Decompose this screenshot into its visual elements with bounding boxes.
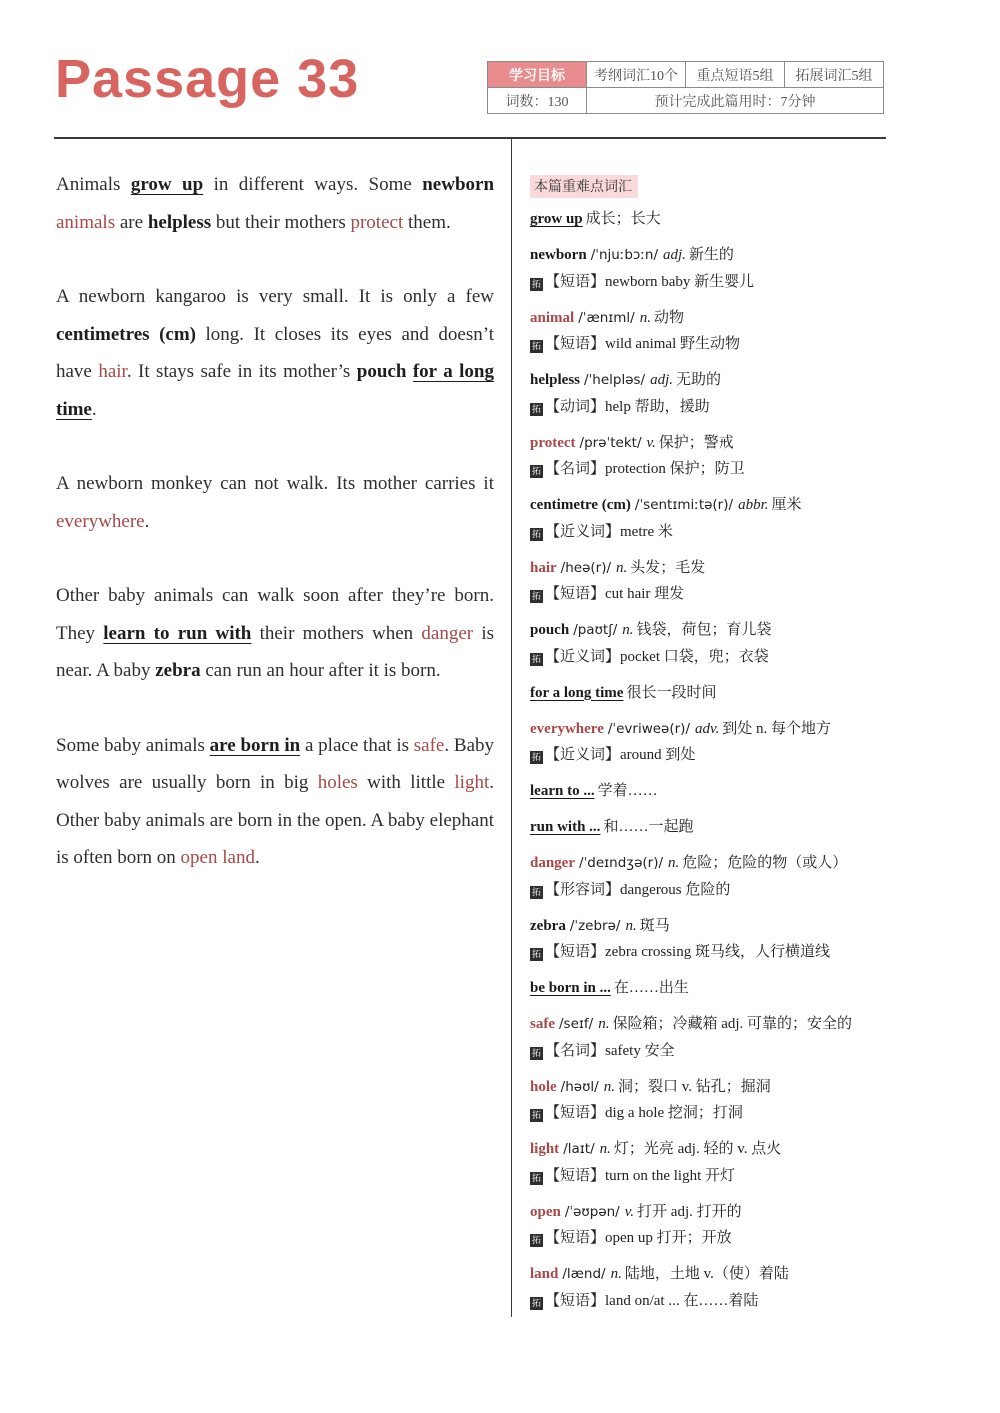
vocab-phonetic: /ˈsentɪmiːtə(r)/ [634, 497, 734, 513]
vocab-headword-line [530, 555, 890, 582]
highlighted-word: everywhere [56, 510, 145, 532]
vocab-entry [530, 913, 890, 966]
vocab-extension-line [530, 581, 890, 608]
vocab-phonetic: /prəˈtekt/ [579, 434, 642, 451]
vocab-meaning: 头发；毛发 [630, 559, 706, 576]
vocab-headword-line [530, 1199, 890, 1226]
vocab-word: be born in ... [530, 980, 611, 996]
vocab-entry [530, 305, 890, 358]
extension-icon: 拓 [531, 886, 541, 897]
vocab-headword-line [530, 680, 890, 707]
vocab-word: land [530, 1266, 559, 1282]
vocab-extension-line [530, 1288, 890, 1315]
vocab-word: run with ... [530, 819, 601, 835]
passage-text-run: them. [403, 211, 451, 233]
vocab-meaning: 在……出生 [613, 980, 689, 996]
vocab-headword-line [530, 1261, 890, 1288]
vocab-part-of-speech: abbr. [738, 497, 769, 513]
key-word: learn to run with [103, 622, 252, 644]
passage-text-run: . [91, 398, 97, 420]
vocab-extension-line [530, 331, 890, 358]
vocab-word: open [530, 1203, 561, 1220]
vocab-phonetic: /ˈdeɪndʒə(r)/ [579, 855, 664, 871]
vocab-part-of-speech: n. [603, 1078, 615, 1095]
passage-text-run: Other baby animals can walk soon after they’re born. They [56, 585, 494, 644]
vocab-entry [530, 1261, 890, 1314]
extension-icon: 拓 [531, 1235, 541, 1245]
vocabulary-list [530, 206, 890, 1324]
vocab-meaning: 无助的 [676, 372, 722, 388]
passage-text-run: but their mothers [211, 211, 351, 233]
vocab-headword-line [530, 305, 890, 332]
vocab-extension-line [530, 1100, 890, 1127]
vocab-extension: 【近义词】pocket 口袋，兜；衣袋 [545, 648, 769, 665]
passage-text-run: A newborn monkey can not walk. Its mother carries it [56, 473, 494, 494]
vocab-extension: 【短语】dig a hole 挖洞；打洞 [545, 1105, 743, 1121]
vocab-extension-line [530, 1225, 890, 1252]
vocab-phonetic: /lænd/ [562, 1266, 606, 1282]
extension-icon: 拓 [531, 1047, 541, 1058]
key-word: are born in [209, 734, 301, 756]
vocab-headword-line [530, 617, 890, 644]
vocab-extension-line [530, 742, 890, 769]
passage-paragraph [56, 166, 494, 241]
vocab-word: safe [530, 1016, 555, 1032]
vocab-part-of-speech: v. [624, 1203, 635, 1220]
vocab-phonetic: /ˈzebrə/ [569, 917, 621, 934]
learning-goals-tag: 学习目标 [488, 62, 587, 88]
vocab-phonetic: /ˈhelpləs/ [584, 372, 646, 388]
key-word: for a long time [56, 361, 495, 420]
vocab-phonetic: /paʊtʃ/ [573, 622, 618, 638]
vocab-meaning: 陆地，土地 v.（使）着陆 [624, 1266, 789, 1282]
highlighted-word: safe [413, 734, 445, 756]
passage-text-run: in different ways. Some [203, 174, 423, 195]
vocab-meaning: 打开 adj. 打开的 [637, 1203, 742, 1220]
passage-text-run: with little [357, 772, 455, 793]
vocab-entry [530, 492, 890, 545]
vocab-extension: 【短语】turn on the light 开灯 [545, 1167, 735, 1184]
passage-text-run: Some baby animals [56, 734, 210, 756]
passage-text-run: long. It closes its eyes and doesn’t have [56, 323, 494, 382]
vocab-headword-line [530, 430, 890, 457]
key-phrase-count: 重点短语5组 [686, 62, 785, 88]
vocab-extension: 【名词】safety 安全 [545, 1042, 675, 1059]
highlighted-word: danger [421, 622, 474, 644]
passage-text-run: is near. A baby [56, 622, 494, 681]
passage-text-run: . Baby wolves are usually born in big [56, 734, 495, 793]
vocab-entry [530, 716, 890, 769]
vocab-word: hole [530, 1078, 557, 1095]
vocab-entry [530, 1011, 890, 1064]
vocab-entry [530, 778, 890, 805]
vocab-phonetic: /ˈnjuːbɔːn/ [590, 247, 658, 263]
vocab-part-of-speech: n. [598, 1016, 610, 1032]
vocab-meaning: 钱袋，荷包；育儿袋 [636, 622, 772, 638]
vocab-phonetic: /seɪf/ [559, 1016, 594, 1032]
vocab-entry [530, 975, 890, 1002]
highlighted-word: light [454, 772, 490, 793]
vocab-headword-line [530, 814, 890, 841]
vocab-extension: 【短语】newborn baby 新生婴儿 [545, 273, 755, 290]
vocab-word: helpless [530, 372, 581, 388]
vocab-extension-line [530, 644, 890, 671]
vocab-headword-line [530, 913, 890, 940]
vocab-part-of-speech: adj. [663, 247, 686, 263]
vocab-entry [530, 1074, 890, 1127]
vocab-extension: 【动词】help 帮助，援助 [545, 398, 710, 415]
vocab-extension: 【短语】zebra crossing 斑马线，人行横道线 [545, 944, 830, 960]
passage-paragraph [56, 465, 494, 540]
vocab-headword-line [530, 716, 890, 743]
vocab-extension: 【短语】wild animal 野生动物 [545, 336, 740, 352]
vocab-word: newborn [530, 247, 587, 263]
vocab-entry [530, 242, 890, 295]
key-word: zebra [155, 660, 201, 681]
vocab-part-of-speech: n. [616, 559, 628, 576]
vocab-phonetic: /heə(r)/ [560, 559, 612, 576]
learning-goals-table [487, 61, 884, 114]
extension-icon: 拓 [531, 591, 541, 601]
highlighted-word: hair [98, 361, 127, 382]
extension-icon: 拓 [531, 1110, 541, 1120]
vocab-part-of-speech: v. [646, 434, 656, 451]
vocab-extension: 【形容词】dangerous 危险的 [545, 881, 731, 898]
vocab-headword-line [530, 242, 890, 269]
vocab-meaning: 学着…… [597, 783, 658, 799]
passage-word-count: 词数：130 [488, 88, 587, 114]
vocab-extension: 【名词】protection 保护；防卫 [545, 461, 745, 477]
vocab-word: everywhere [530, 720, 604, 737]
vocab-extension-line [530, 456, 890, 483]
passage-text-run: A newborn kangaroo is very small. It is only a few [56, 286, 494, 307]
extension-icon: 拓 [531, 1172, 541, 1183]
vocab-meaning: 成长；长大 [585, 211, 661, 227]
vocab-word: learn to ... [530, 783, 595, 799]
vocab-entry [530, 850, 890, 903]
vocab-entry [530, 430, 890, 483]
vocab-headword-line [530, 367, 890, 394]
vocab-headword-line [530, 975, 890, 1002]
vocab-extension: 【短语】land on/at ... 在……着陆 [545, 1292, 759, 1309]
vocab-part-of-speech: adv. [695, 720, 720, 737]
vocab-part-of-speech: n. [625, 917, 637, 934]
vocab-meaning: 到处 n. 每个地方 [722, 720, 832, 737]
vocab-headword-line [530, 1136, 890, 1163]
vocab-phonetic: /ˈænɪml/ [578, 309, 635, 326]
vocab-word: centimetre (cm) [530, 497, 631, 513]
vocab-word: protect [530, 434, 576, 451]
vocab-extension-line [530, 269, 890, 296]
key-word: centimetres (cm) [56, 323, 196, 345]
vocab-part-of-speech: n. [639, 309, 651, 326]
vocab-entry [530, 1199, 890, 1252]
vocab-meaning: 动物 [653, 309, 684, 326]
vocab-phonetic: /ˈevriweə(r)/ [607, 720, 690, 737]
vocab-extension-line [530, 1163, 890, 1190]
vocab-meaning: 新生的 [688, 247, 734, 263]
extended-word-count: 拓展词汇5组 [785, 62, 884, 88]
vocab-word: for a long time [530, 684, 624, 701]
highlighted-word: open land [180, 847, 255, 868]
vocab-meaning: 保险箱；冷藏箱 adj. 可靠的；安全的 [612, 1016, 853, 1032]
vocab-part-of-speech: n. [610, 1266, 622, 1282]
vocab-part-of-speech: n. [622, 622, 634, 638]
passage-text-run: Animals [56, 174, 131, 195]
vocab-extension: 【近义词】around 到处 [545, 747, 696, 763]
vocab-entry [530, 367, 890, 420]
extension-icon: 拓 [531, 949, 541, 959]
vocab-headword-line [530, 492, 890, 519]
vocab-phonetic: /laɪt/ [563, 1141, 595, 1157]
vocab-phonetic: /ˈəʊpən/ [564, 1203, 620, 1220]
vocab-meaning: 危险；危险的物（或人） [682, 855, 848, 871]
vocab-headword-line [530, 850, 890, 877]
vocab-entry [530, 617, 890, 670]
vocab-word: zebra [530, 917, 566, 934]
column-divider [511, 139, 512, 1317]
key-word: pouch [356, 361, 407, 382]
vocab-extension-line [530, 939, 890, 966]
estimated-time: 预计完成此篇用时：7分钟 [587, 88, 884, 114]
vocab-meaning: 和……一起跑 [603, 819, 694, 835]
key-word: newborn [422, 174, 495, 195]
passage-text-run: . Other baby animals are born in the open. A baby elephant is often born on [56, 772, 494, 868]
page-title: Passage 33 [55, 49, 360, 109]
passage-text-run: can run an hour after it is born. [200, 660, 441, 681]
passage-text-run: their mothers when [251, 622, 422, 644]
extension-icon: 拓 [531, 1297, 541, 1308]
extension-icon: 拓 [531, 752, 541, 762]
vocab-word: animal [530, 309, 575, 326]
vocab-entry [530, 814, 890, 841]
vocabulary-heading: 本篇重难点词汇 [530, 175, 638, 198]
extension-icon: 拓 [531, 528, 541, 539]
passage-paragraph [56, 278, 494, 428]
vocab-word: hair [530, 559, 557, 576]
vocab-extension-line [530, 1038, 890, 1065]
passage-text-run: . [254, 847, 260, 868]
header-divider [54, 137, 886, 139]
vocab-meaning: 洞；裂口 v. 钻孔；掘洞 [617, 1078, 771, 1095]
vocabulary-panel [530, 175, 890, 1324]
vocab-meaning: 保护；警戒 [658, 434, 734, 451]
vocab-word: danger [530, 855, 575, 871]
vocab-extension-line [530, 519, 890, 546]
vocab-extension: 【近义词】metre 米 [545, 523, 673, 540]
key-word: helpless [147, 211, 212, 233]
vocab-word: light [530, 1141, 560, 1157]
highlighted-word: animals [56, 211, 116, 233]
vocab-entry [530, 680, 890, 707]
extension-icon: 拓 [531, 278, 541, 289]
vocab-meaning: 很长一段时间 [626, 684, 717, 701]
extension-icon: 拓 [531, 466, 541, 476]
vocab-word: pouch [530, 622, 570, 638]
vocab-part-of-speech: n. [668, 855, 680, 871]
vocab-headword-line [530, 1074, 890, 1101]
passage-text-run: . It stays safe in its mother’s [126, 361, 357, 382]
vocab-entry [530, 555, 890, 608]
extension-icon: 拓 [531, 341, 541, 351]
vocab-extension-line [530, 877, 890, 904]
vocab-part-of-speech: n. [599, 1141, 611, 1157]
extension-icon: 拓 [531, 403, 541, 414]
vocab-meaning: 厘米 [771, 497, 802, 513]
vocab-meaning: 斑马 [639, 917, 670, 934]
vocab-headword-line [530, 206, 890, 233]
passage-paragraph [56, 577, 494, 690]
passage-paragraph [56, 727, 494, 877]
vocab-meaning: 灯；光亮 adj. 轻的 v. 点火 [613, 1141, 782, 1157]
vocab-headword-line [530, 1011, 890, 1038]
highlighted-word: protect [350, 211, 404, 233]
vocab-headword-line [530, 778, 890, 805]
vocab-entry [530, 206, 890, 233]
passage-text-run: a place that is [300, 734, 414, 756]
key-word: grow up [130, 174, 204, 195]
vocab-extension: 【短语】open up 打开；开放 [545, 1230, 732, 1246]
vocab-phonetic: /həʊl/ [560, 1078, 599, 1095]
syllabus-word-count: 考纲词汇10个 [587, 62, 686, 88]
vocab-part-of-speech: adj. [650, 372, 674, 388]
extension-icon: 拓 [531, 653, 541, 664]
vocab-extension: 【短语】cut hair 理发 [545, 586, 685, 602]
highlighted-word: holes [317, 772, 358, 793]
passage-text [56, 166, 494, 914]
vocab-extension-line [530, 394, 890, 421]
vocab-word: grow up [530, 211, 583, 227]
vocab-entry [530, 1136, 890, 1189]
passage-text-run: . [144, 510, 150, 532]
passage-text-run: are [115, 211, 148, 233]
